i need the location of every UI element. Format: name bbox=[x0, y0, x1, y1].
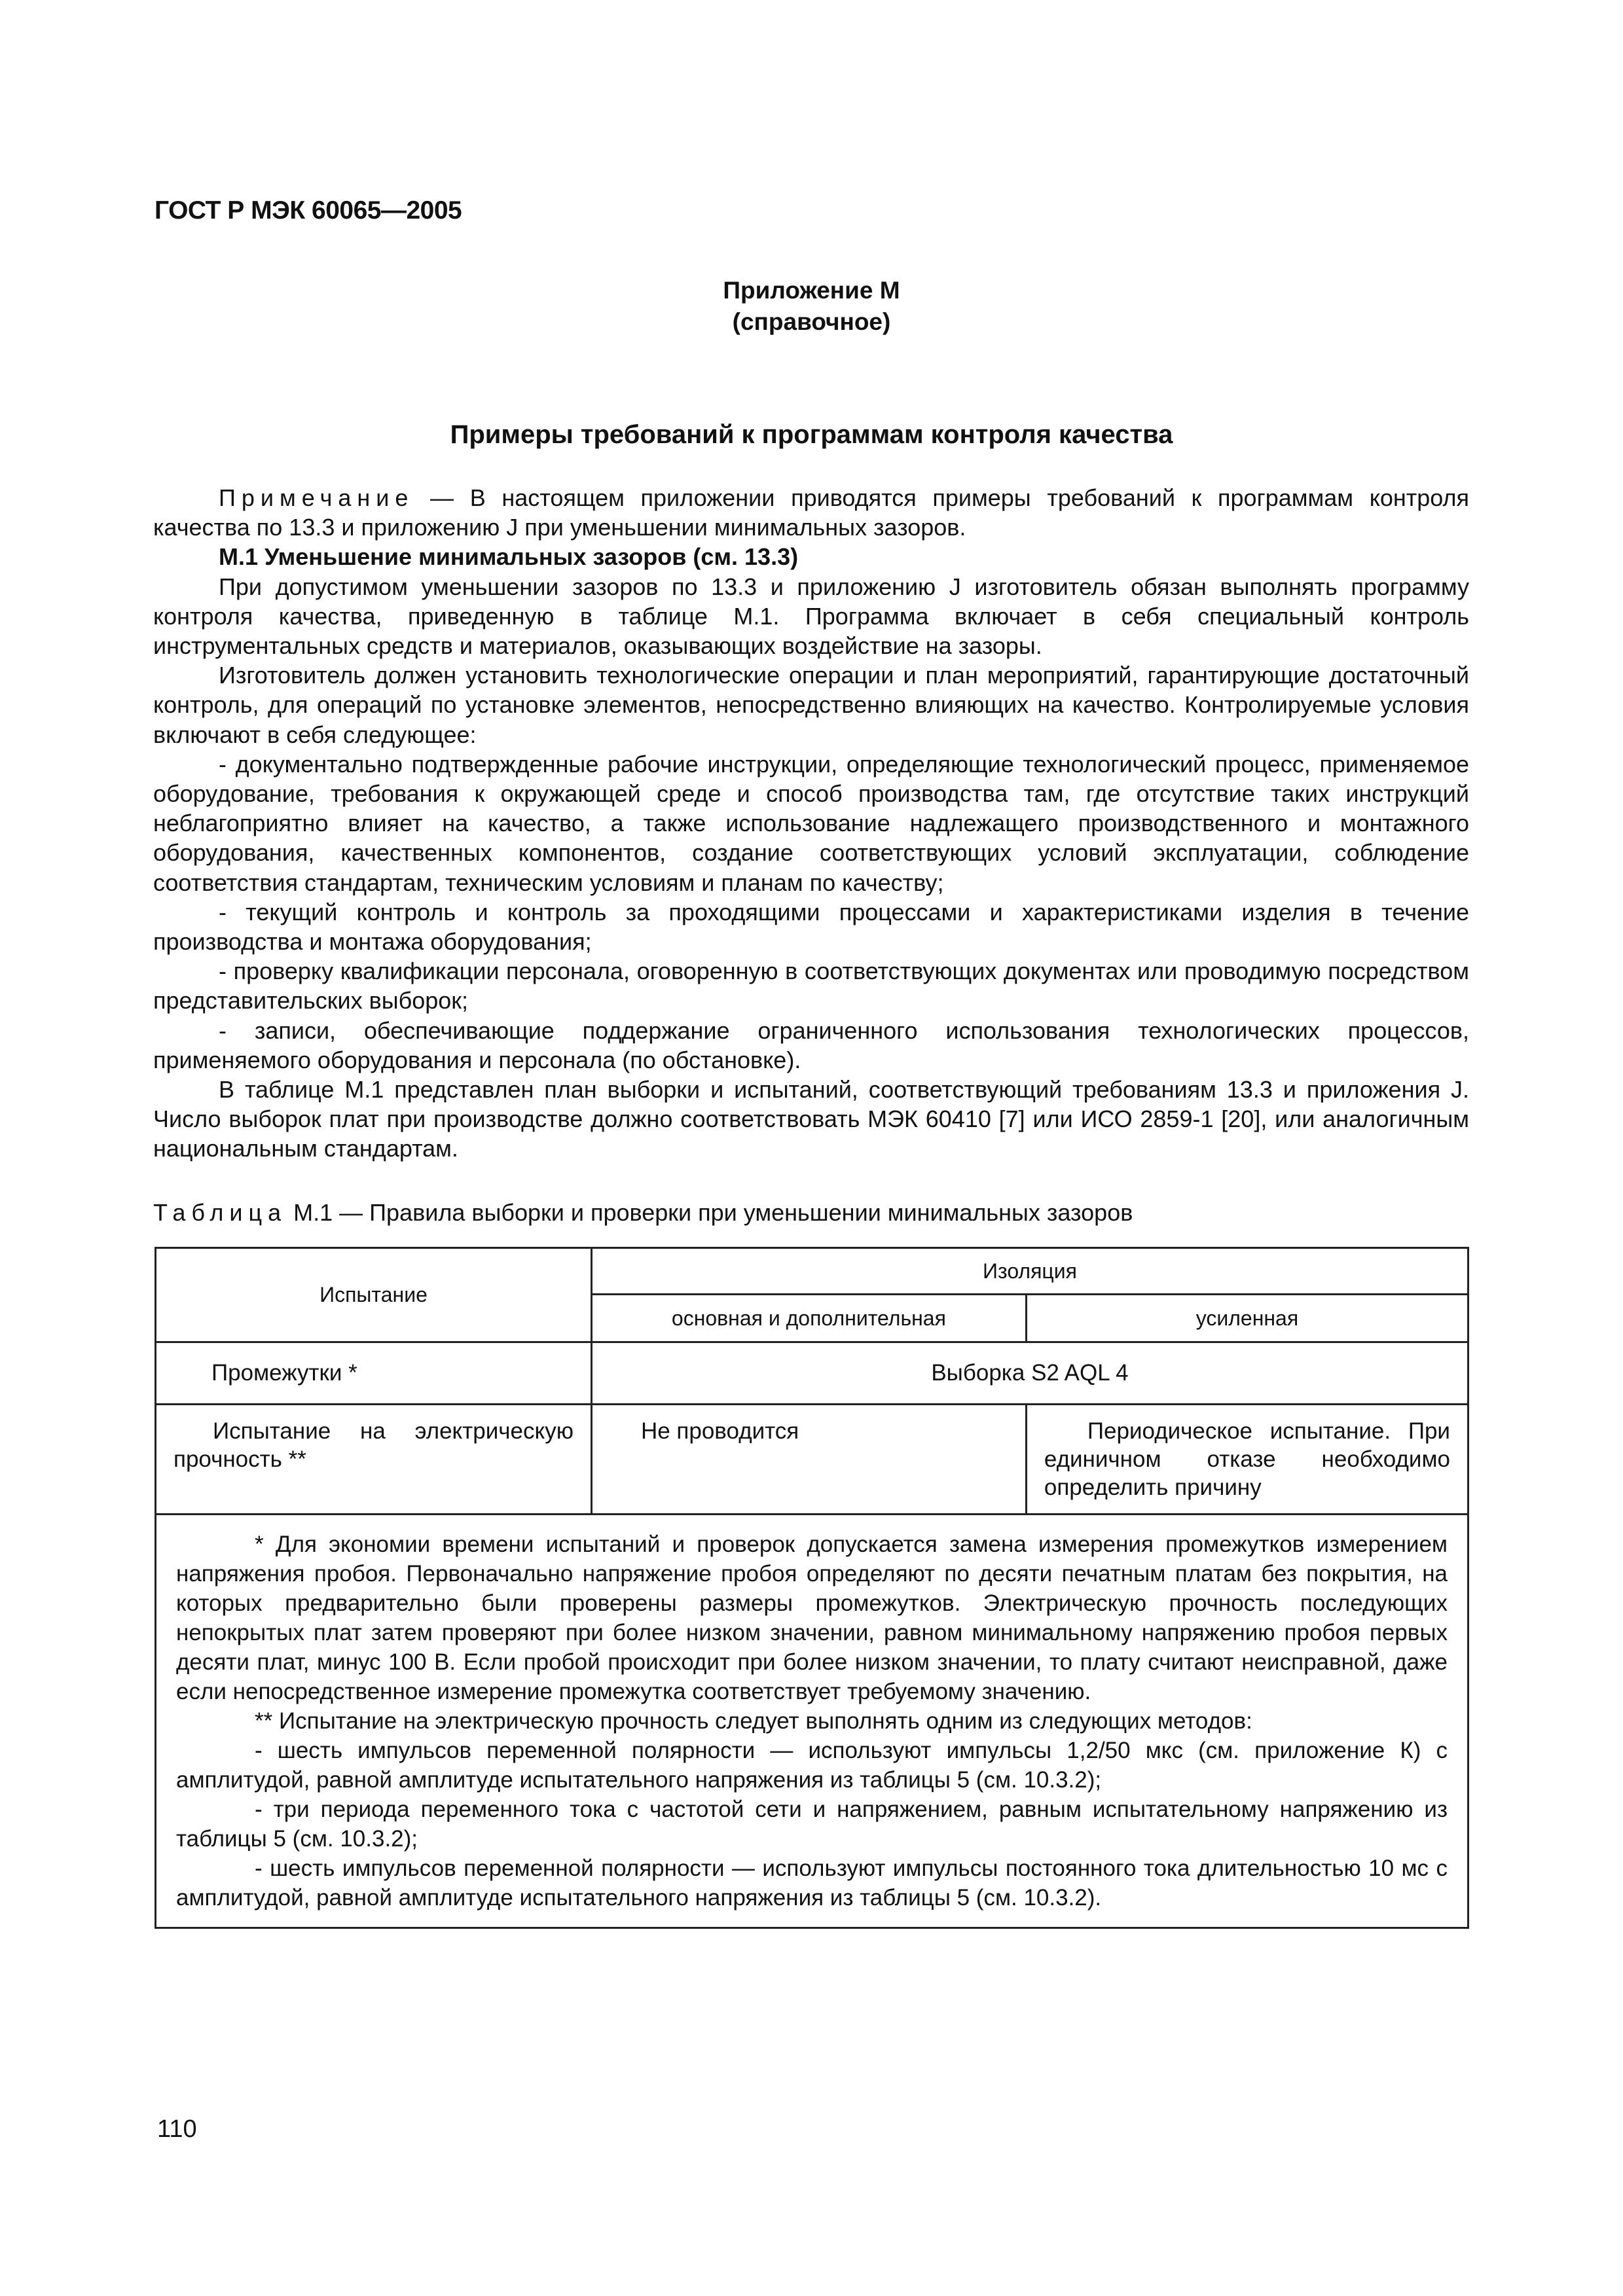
appendix-label: Приложение М bbox=[723, 277, 900, 304]
header-insulation: Изоляция bbox=[591, 1248, 1468, 1295]
table-caption bbox=[153, 1199, 1469, 1227]
table-note: - шесть импульсов переменной полярности — используют импульсы постоянного тока длительностью 10 мс с амплитудой, равной амплитуде испытательного напряжения из таблицы 5 (см. 10.3.2). bbox=[176, 1856, 1448, 1910]
header-test: Испытание bbox=[156, 1248, 592, 1342]
paragraph: Изготовитель должен установить технологические операции и план мероприятий, гарантирующие достаточный контроль, для операций по установке элементов, непосредственно влияющих на качество. Контролируемые условия включают в себя следующее: bbox=[153, 662, 1469, 748]
body-text bbox=[153, 483, 1469, 1164]
list-item: - документально подтвержденные рабочие инструкции, определяющие технологический процесс, применяемое оборудование, требования к окружающей среде и способ производства там, где отсутствие таких инструкций неблагоприятно влияет на качество, а также использование надлежащего производственного и монтажного оборудования, качественных компонентов, создание соответствующих условий эксплуатации, соблюдение соответствия стандартам, техническим условиям и планам по качеству; bbox=[153, 750, 1469, 896]
list-item: - проверку квалификации персонала, оговоренную в соответствующих документах или проводимую посредством представительских выборок; bbox=[153, 958, 1469, 1014]
cell-test: Испытание на электрическую прочность ** bbox=[156, 1405, 592, 1515]
requirements-table bbox=[155, 1247, 1469, 1929]
page-number: 110 bbox=[157, 2115, 197, 2143]
note-text: — В настоящем приложении приводятся примеры требований к программам контроля качества по 13.3 и приложению J при уменьшении минимальных зазоров. bbox=[153, 484, 1469, 541]
page-title: Примеры требований к программам контроля качества bbox=[450, 420, 1173, 449]
cell-test: Промежутки * bbox=[156, 1342, 592, 1405]
cell-reinforced: Периодическое испытание. При единичном отказе необходимо определить причину bbox=[1026, 1405, 1468, 1515]
cell-sampling: Выборка S2 AQL 4 bbox=[591, 1342, 1468, 1405]
table-caption-text: М.1 — Правила выборки и проверки при уменьшении минимальных зазоров bbox=[287, 1199, 1133, 1226]
table-note: - три периода переменного тока с частотой сети и напряжением, равным испытательному напряжению из таблицы 5 (см. 10.3.2); bbox=[176, 1797, 1448, 1852]
table-row bbox=[156, 1405, 1468, 1515]
paragraph: В таблице М.1 представлен план выборки и испытаний, соответствующий требованиям 13.3 и приложения J. Число выборок плат при производстве должно соответствовать МЭК 60410 [7] или ИСО 2859-1 [20], или аналогичным национальным стандартам. bbox=[153, 1076, 1469, 1162]
appendix-heading bbox=[0, 275, 1623, 338]
cell-basic: Не проводится bbox=[591, 1405, 1026, 1515]
table-note: * Для экономии времени испытаний и проверок допускается замена измерения промежутков измерением напряжения пробоя. Первоначально напряжение пробоя определяют по десяти печатным платам без покрытия, на которых предварительно были проверены размеры промежутков. Электрическую прочность последующих непокрытых плат затем проверяют при более низком значении, равном минимальному напряжению пробоя первых десяти плат, минус 100 В. Если пробой происходит при более низком значении, то плату считают неисправной, даже если непосредственное измерение промежутка соответствует требуемому значению. bbox=[176, 1532, 1448, 1704]
paragraph: При допустимом уменьшении зазоров по 13.3 и приложению J изготовитель обязан выполнять программу контроля качества, приведенную в таблице М.1. Программа включает в себя специальный контроль инструментальных средств и материалов, оказывающих воздействие на зазоры. bbox=[153, 573, 1469, 660]
table-note: ** Испытание на электрическую прочность следует выполнять одним из следующих методов: bbox=[255, 1708, 1252, 1734]
table-notes-row bbox=[156, 1515, 1468, 1928]
table-row bbox=[156, 1342, 1468, 1405]
list-item: - записи, обеспечивающие поддержание ограниченного использования технологических процессов, применяемого оборудования и персонала (по обстановке). bbox=[153, 1016, 1469, 1073]
section-heading: М.1 Уменьшение минимальных зазоров (см. 13.3) bbox=[219, 543, 799, 571]
header-basic: основная и дополнительная bbox=[591, 1295, 1026, 1342]
note-label: Примечание bbox=[219, 484, 414, 511]
header-reinforced: усиленная bbox=[1026, 1295, 1468, 1342]
note-paragraph bbox=[153, 483, 1469, 542]
document-header: ГОСТ Р МЭК 60065—2005 bbox=[155, 196, 462, 224]
table-note: - шесть импульсов переменной полярности — используют импульсы 1,2/50 мкс (см. приложение К) с амплитудой, равной амплитуде испытательного напряжения из таблицы 5 (см. 10.3.2); bbox=[176, 1738, 1448, 1793]
appendix-type: (справочное) bbox=[732, 308, 891, 335]
table-notes bbox=[156, 1515, 1468, 1928]
list-item: - текущий контроль и контроль за проходящими процессами и характеристиками изделия в течение производства и монтажа оборудования; bbox=[153, 898, 1469, 956]
table-caption-label: Таблица bbox=[153, 1199, 287, 1226]
